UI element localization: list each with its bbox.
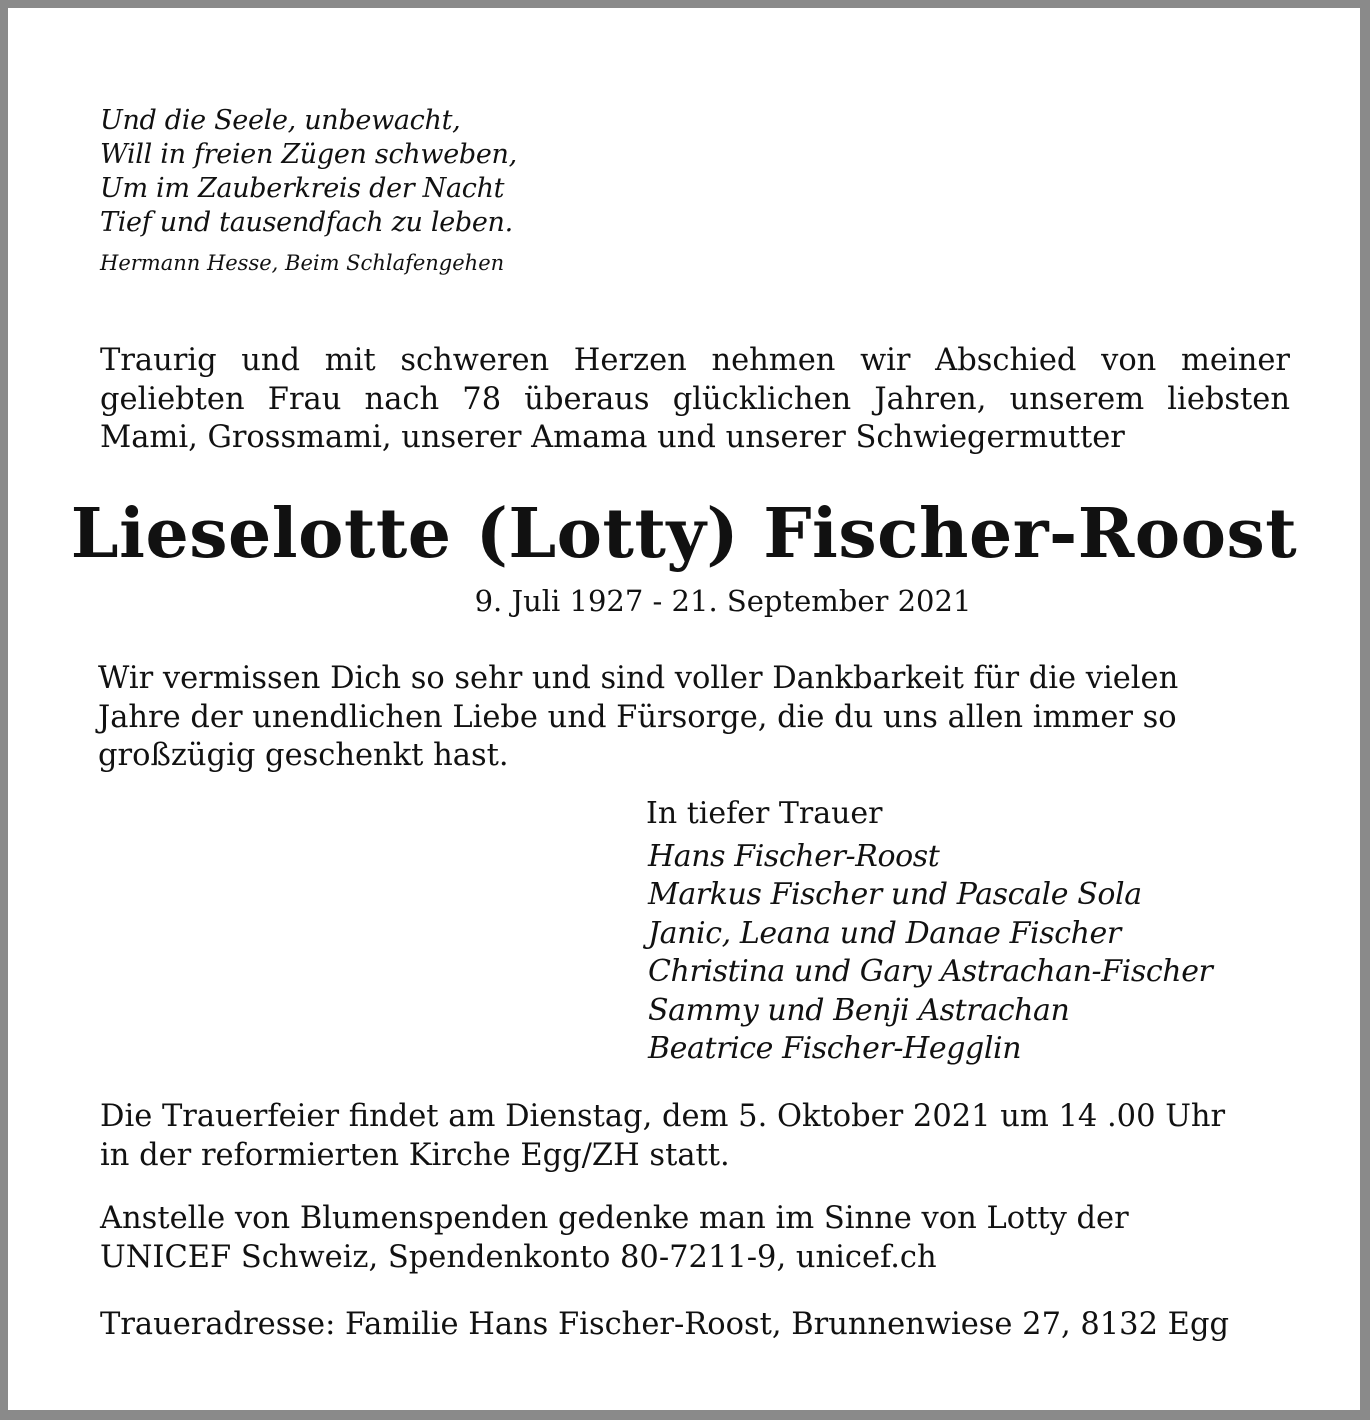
poem-line: Will in freien Zügen schweben, (100, 139, 517, 170)
mourner-name: Hans Fischer-Roost (648, 839, 940, 874)
intro-line: geliebten Frau nach 78 überaus glücklichen Jahren, unserem liebsten (100, 381, 1290, 417)
message-paragraph (98, 660, 1178, 776)
ceremony-line: Die Trauerfeier findet am Dienstag, dem 5. Oktober 2021 um 14 .00 Uhr (100, 1099, 1226, 1134)
obituary-notice (8, 8, 1360, 1410)
life-dates: 9. Juli 1927 - 21. September 2021 (474, 584, 972, 618)
message-line: Jahre der unendlichen Liebe und Fürsorge, die du uns allen immer so (98, 699, 1177, 735)
mourning-address (100, 1306, 1229, 1345)
message-line: großzügig geschenkt hast. (98, 738, 509, 773)
intro-line: Mami, Grossmami, unserer Amama und unserer Schwiegermutter (100, 420, 1125, 455)
mourner-name: Markus Fischer und Pascale Sola (648, 877, 1142, 913)
poem-line: Tief und tausendfach zu leben. (100, 207, 513, 238)
intro-line: Traurig und mit schweren Herzen nehmen wir Abschied von meiner (100, 343, 1290, 378)
poem-block (100, 104, 517, 280)
mourning-heading: In tiefer Trauer (646, 796, 883, 831)
message-line: Wir vermissen Dich so sehr und sind voller Dankbarkeit für die vielen (98, 661, 1179, 696)
ceremony-line: in der reformierten Kirche Egg/ZH statt. (100, 1137, 730, 1173)
mourner-name: Beatrice Fischer-Hegglin (648, 1031, 1022, 1067)
deceased-name: Lieselotte (Lotty) Fischer-Roost (70, 494, 1298, 574)
mourner-name: Sammy und Benji Astrachan (648, 992, 1070, 1028)
poem-line: Um im Zauberkreis der Nacht (100, 173, 505, 204)
intro-paragraph (100, 342, 1290, 458)
donation-line: UNICEF Schweiz, Spendenkonto 80-7211-9, unicef.ch (100, 1239, 937, 1275)
mourner-name: Janic, Leana und Danae Fischer (648, 915, 1121, 951)
ceremony-paragraph (100, 1098, 1225, 1175)
poem-author: Hermann Hesse, Beim Schlafengehen (100, 251, 505, 275)
poem-line: Und die Seele, unbewacht, (100, 105, 461, 136)
donation-paragraph (100, 1200, 1129, 1277)
donation-line: Anstelle von Blumenspenden gedenke man im Sinne von Lotty der (100, 1201, 1129, 1236)
mourners-block (646, 794, 1213, 1068)
address-line: Traueradresse: Familie Hans Fischer-Roost, Brunnenwiese 27, 8132 Egg (100, 1307, 1229, 1342)
mourner-name: Christina und Gary Astrachan-Fischer (648, 954, 1213, 990)
